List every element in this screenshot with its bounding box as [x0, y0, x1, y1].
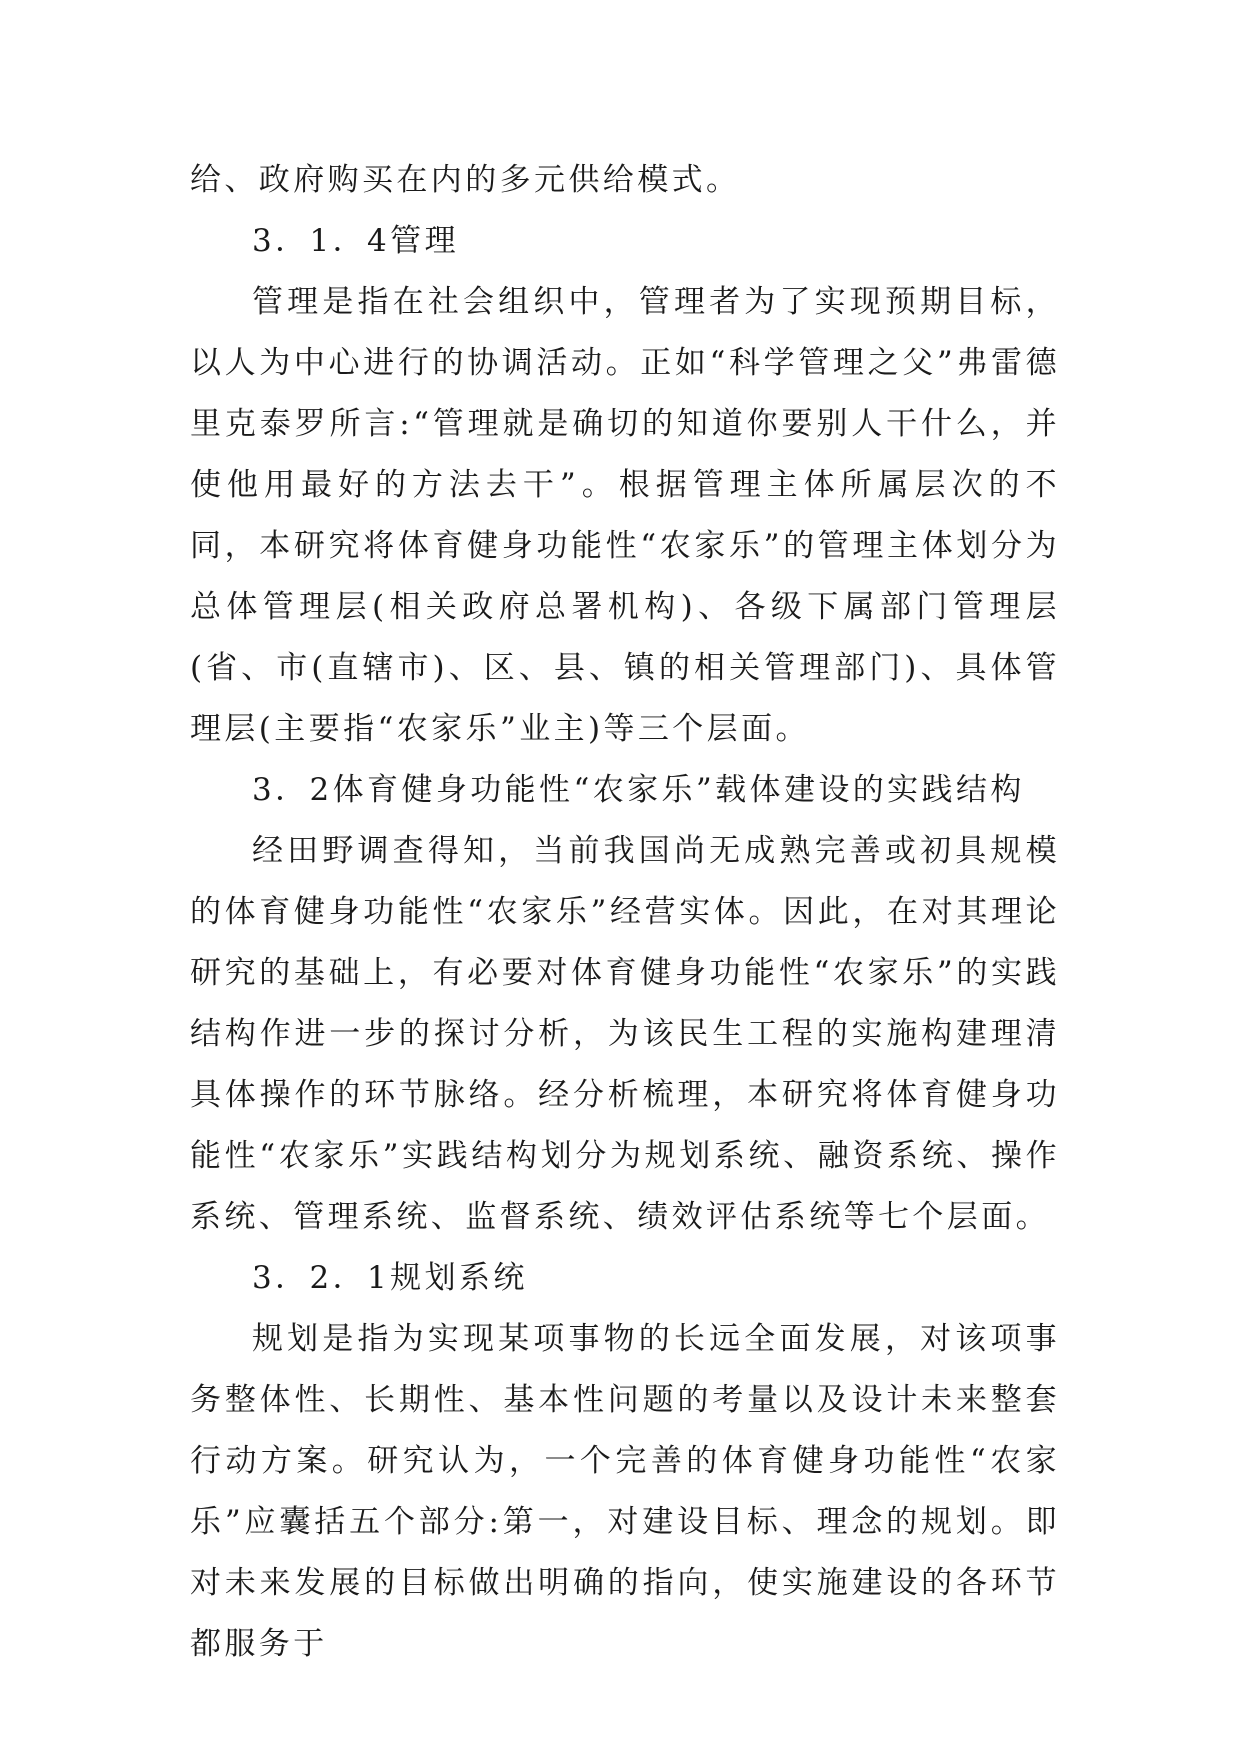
paragraph-practice-structure: 经田野调查得知，当前我国尚无成熟完善或初具规模的体育健身功能性“农家乐”经营实体。因此，在对其理论研究的基础上，有必要对体育健身功能性“农家乐”的实践结构作进一步的探讨分析，为该民生工程的实施构建理清具体操作的环节脉络。经分析梳理，本研究将体育健身功能性“农家乐”实践结构划分为规划系统、融资系统、操作系统、管理系统、监督系统、绩效评估系统等七个层面。 [190, 833, 1060, 1235]
paragraph-management: 管理是指在社会组织中，管理者为了实现预期目标，以人为中心进行的协调活动。正如“科学管理之父”弗雷德里克泰罗所言:“管理就是确切的知道你要别人干什么，并使他用最好的方法去干”。根据管理主体所属层次的不同，本研究将体育健身功能性“农家乐”的管理主体划分为总体管理层(相关政府总署机构)、各级下属部门管理层(省、市(直辖市)、区、县、镇的相关管理部门)、具体管理层(主要指“农家乐”业主)等三个层面。 [190, 284, 1060, 747]
section-heading-3-2: 3．2体育健身功能性“农家乐”载体建设的实践结构 [252, 772, 1025, 808]
paragraph-continuation: 给、政府购买在内的多元供给模式。 [190, 162, 741, 198]
section-heading-3-1-4: 3．1．4管理 [252, 223, 459, 259]
section-heading-3-2-1: 3．2．1规划系统 [252, 1260, 528, 1296]
document-page [190, 150, 1060, 1675]
paragraph-planning-system: 规划是指为实现某项事物的长远全面发展，对该项事务整体性、长期性、基本性问题的考量以及设计未来整套行动方案。研究认为，一个完善的体育健身功能性“农家乐”应囊括五个部分:第一，对建设目标、理念的规划。即对未来发展的目标做出明确的指向，使实施建设的各环节都服务于 [190, 1321, 1060, 1662]
